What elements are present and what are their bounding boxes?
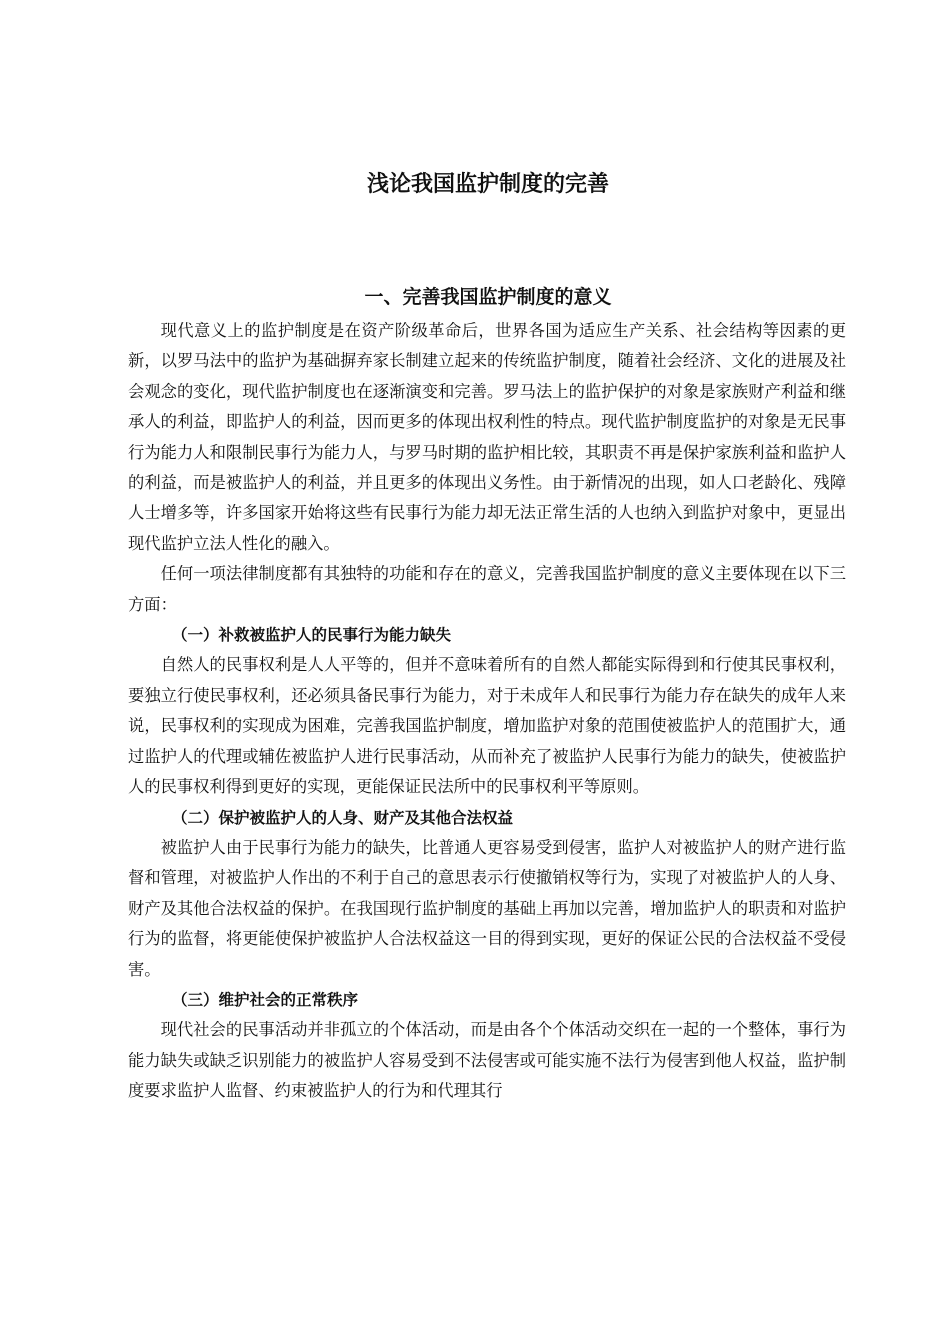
- subsection-heading: （一）补救被监护人的民事行为能力缺失: [172, 626, 452, 645]
- document-body: [128, 316, 846, 1107]
- document-title: 浅论我国监护制度的完善: [366, 172, 609, 197]
- subsection-heading: （三）维护社会的正常秩序: [172, 990, 359, 1009]
- body-paragraph: 被监护人由于民事行为能力的缺失，比普通人更容易受到侵害，监护人对被监护人的财产进行监督和管理，对被监护人作出的不利于自己的意思表示行使撤销权等行为，实现了对被监护人的人身、财产及其他合法权益的保护。在我国现行监护制度的基础上再加以完善，增加监护人的职责和对监护行为的监督，将更能使保护被监护人合法权益这一目的得到实现，更好的保证公民的合法权益不受侵害。: [128, 837, 846, 979]
- section-heading: 一、完善我国监护制度的意义: [364, 286, 612, 308]
- body-paragraph: 自然人的民事权利是人人平等的，但并不意味着所有的自然人都能实际得到和行使其民事权利，要独立行使民事权利，还必须具备民事行为能力，对于未成年人和民事行为能力存在缺失的成年人来说，民事权利的实现成为困难，完善我国监护制度，增加监护对象的范围使被监护人的范围扩大，通过监护人的代理或辅佐被监护人进行民事活动，从而补充了被监护人民事行为能力的缺失，使被监护人的民事权利得到更好的实现，更能保证民法所中的民事权利平等原则。: [128, 655, 846, 797]
- body-paragraph: 现代社会的民事活动并非孤立的个体活动，而是由各个个体活动交织在一起的一个整体，事行为能力缺失或缺乏识别能力的被监护人容易受到不法侵害或可能实施不法行为侵害到他人权益，监护制度要求监护人监督、约束被监护人的行为和代理其行: [128, 1020, 846, 1101]
- subsection-heading: （二）保护被监护人的人身、财产及其他合法权益: [172, 808, 514, 827]
- body-paragraph: 现代意义上的监护制度是在资产阶级革命后，世界各国为适应生产关系、社会结构等因素的更新，以罗马法中的监护为基础摒弃家长制建立起来的传统监护制度，随着社会经济、文化的进展及社会观念的变化，现代监护制度也在逐渐演变和完善。罗马法上的监护保护的对象是家族财产利益和继承人的利益，即监护人的利益，因而更多的体现出权利性的特点。现代监护制度监护的对象是无民事行为能力人和限制民事行为能力人，与罗马时期的监护相比较，其职责不再是保护家族利益和监护人的利益，而是被监护人的利益，并且更多的体现出义务性。由于新情况的出现，如人口老龄化、残障人士增多等，许多国家开始将这些有民事行为能力却无法正常生活的人也纳入到监护对象中，更显出现代监护立法人性化的融入。: [128, 321, 846, 553]
- body-paragraph: 任何一项法律制度都有其独特的功能和存在的意义，完善我国监护制度的意义主要体现在以下三方面：: [128, 564, 846, 614]
